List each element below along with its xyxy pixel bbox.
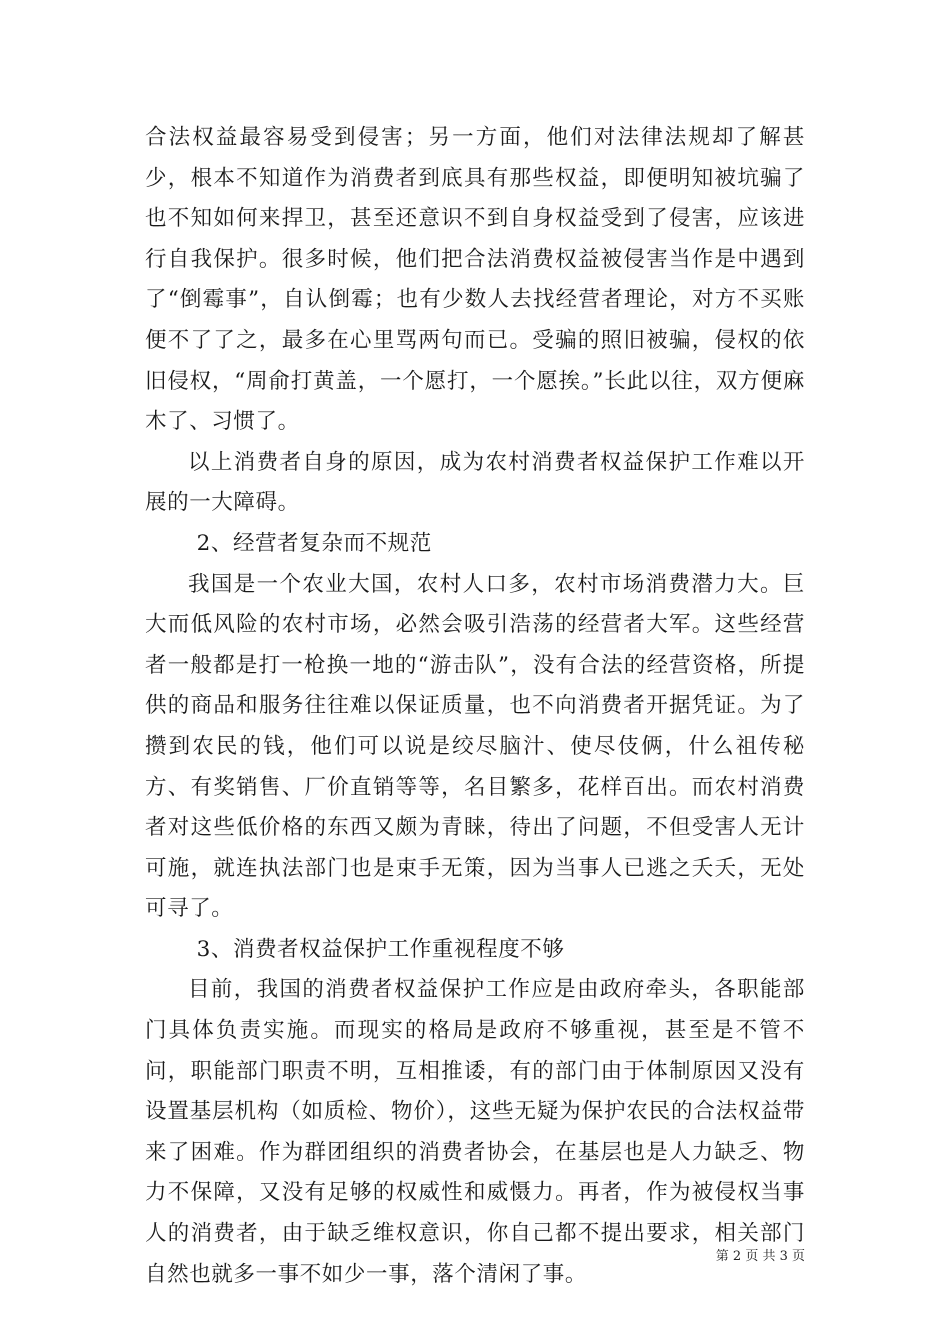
paragraph-2: 以上消费者自身的原因，成为农村消费者权益保护工作难以开展的一大障碍。 xyxy=(145,449,805,516)
section-heading-2: 2、经营者复杂而不规范 xyxy=(196,530,432,556)
paragraph-1: 合法权益最容易受到侵害；另一方面，他们对法律法规却了解甚少，根本不知道作为消费者到底具有那些权益，即便明知被坑骗了也不知如何来捍卫，甚至还意识不到自身权益受到了侵害，应该进行自我保护。很多时候，他们把合法消费权益被侵害当作是中遇到了“倒霉事”，自认倒霉；也有少数人去找经营者理论，对方不买账便不了了之，最多在心里骂两句而已。受骗的照旧被骗，侵权的依旧侵权，“周俞打黄盖，一个愿打，一个愿挨。”长此以往，双方便麻木了、习惯了。 xyxy=(145,125,805,435)
page-number: 第 2 页 共 3 页 xyxy=(715,1249,805,1264)
document-body xyxy=(145,118,805,1295)
paragraph-3: 我国是一个农业大国，农村人口多，农村市场消费潜力大。巨大而低风险的农村市场，必然会吸引浩荡的经营者大军。这些经营者一般都是打一枪换一地的“游击队”，没有合法的经营资格，所提供的商品和服务往往难以保证质量，也不向消费者开据凭证。为了攒到农民的钱，他们可以说是绞尽脑汁、使尽伎俩，什么祖传秘方、有奖销售、厂价直销等等，名目繁多，花样百出。而农村消费者对这些低价格的东西又颇为青睐，待出了问题，不但受害人无计可施，就连执法部门也是束手无策，因为当事人已逃之夭夭，无处可寻了。 xyxy=(145,571,805,922)
section-heading-3: 3、消费者权益保护工作重视程度不够 xyxy=(196,936,565,962)
paragraph-4: 目前，我国的消费者权益保护工作应是由政府牵头，各职能部门具体负责实施。而现实的格局是政府不够重视，甚至是不管不问，职能部门职责不明，互相推诿，有的部门由于体制原因又没有设置基层机构（如质检、物价），这些无疑为保护农民的合法权益带来了困难。作为群团组织的消费者协会，在基层也是人力缺乏、物力不保障，又没有足够的权威性和威慑力。再者，作为被侵权当事人的消费者，由于缺乏维权意识，你自己都不提出要求，相关部门自然也就多一事不如少一事，落个清闲了事。 xyxy=(145,977,805,1287)
